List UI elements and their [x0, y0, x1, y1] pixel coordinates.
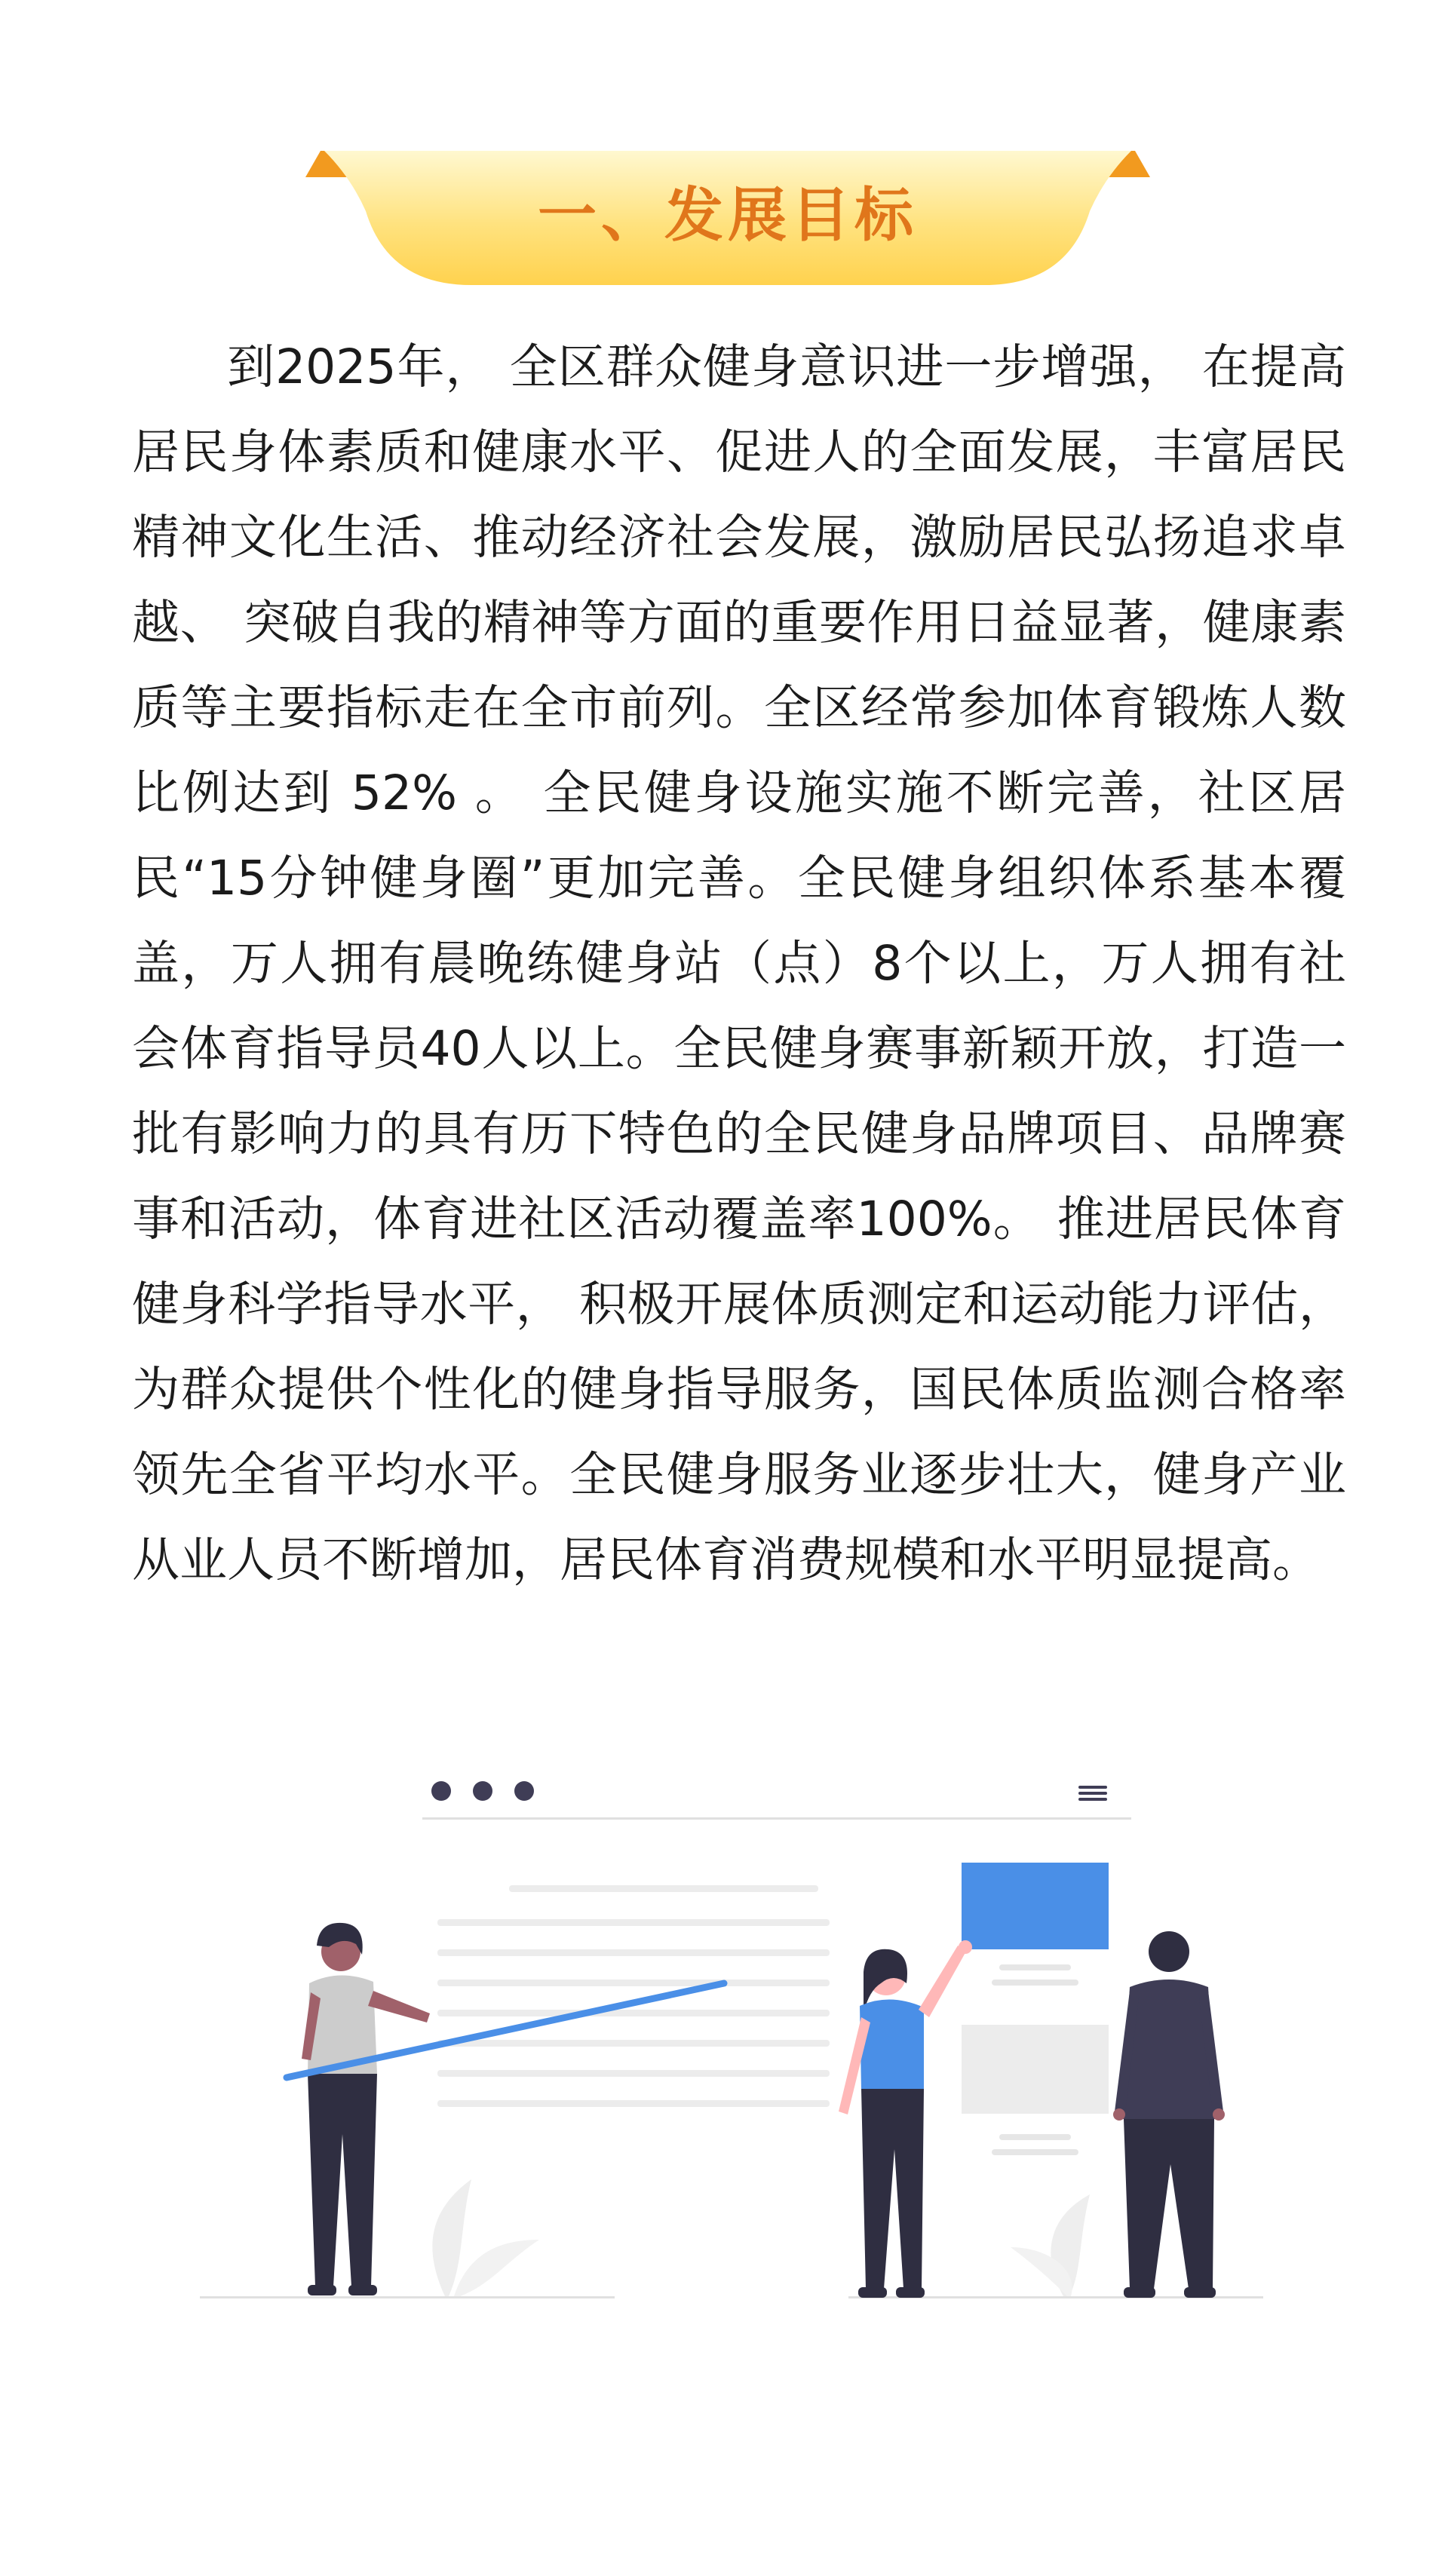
- content-lines: [437, 1885, 830, 2107]
- highlight-block: [962, 1863, 1109, 1949]
- section-heading-banner: [305, 151, 1150, 294]
- gray-block: [962, 2025, 1109, 2114]
- illustration-graphic: [181, 1757, 1282, 2315]
- ground-left: [200, 2296, 615, 2298]
- header-divider: [422, 1817, 1131, 1820]
- window-dot-3: [514, 1781, 534, 1801]
- menu-icon: [1078, 1786, 1107, 1801]
- body-paragraph: 到2025年， 全区群众健身意识进一步增强， 在提高居民身体素质和健康水平、促进人的全面发展，丰富居民精神文化生活、推动经济社会发展，激励居民弘扬追求卓越、 突破自我的精神等方面的重要作用日益显著，健康素质等主要指标走在全市前列。全区经常参加体育锻炼人数比例达到 52% 。 全民健身设施实施不断完善，社区居民“15分钟健身圈”更加完善。全民健身组织体系基本覆盖，万人拥有晨晚练健身站（点）8个以上，万人拥有社会体育指导员40人以上。全民健身赛事新颖开放，打造一批有影响力的具有历下特色的全民健身品牌项目、品牌赛事和活动，体育进社区活动覆盖率100%。 推进居民体育健身科学指导水平， 积极开展体质测定和运动能力评估，为群众提供个性化的健身指导服务，国民体质监测合格率领先全省平均水平。全民健身服务业逐步壮大，健身产业从业人员不断增加，居民体育消费规模和水平明显提高。: [132, 339, 1346, 1587]
- window-dot-1: [431, 1781, 451, 1801]
- window-dot-2: [473, 1781, 492, 1801]
- woman-with-pointer: [287, 1923, 724, 2295]
- man-standing: [1113, 1931, 1225, 2298]
- woman-reaching: [839, 1940, 972, 2298]
- section-title: 一、发展目标: [537, 182, 918, 250]
- presentation-people-illustration: [181, 1757, 1282, 2315]
